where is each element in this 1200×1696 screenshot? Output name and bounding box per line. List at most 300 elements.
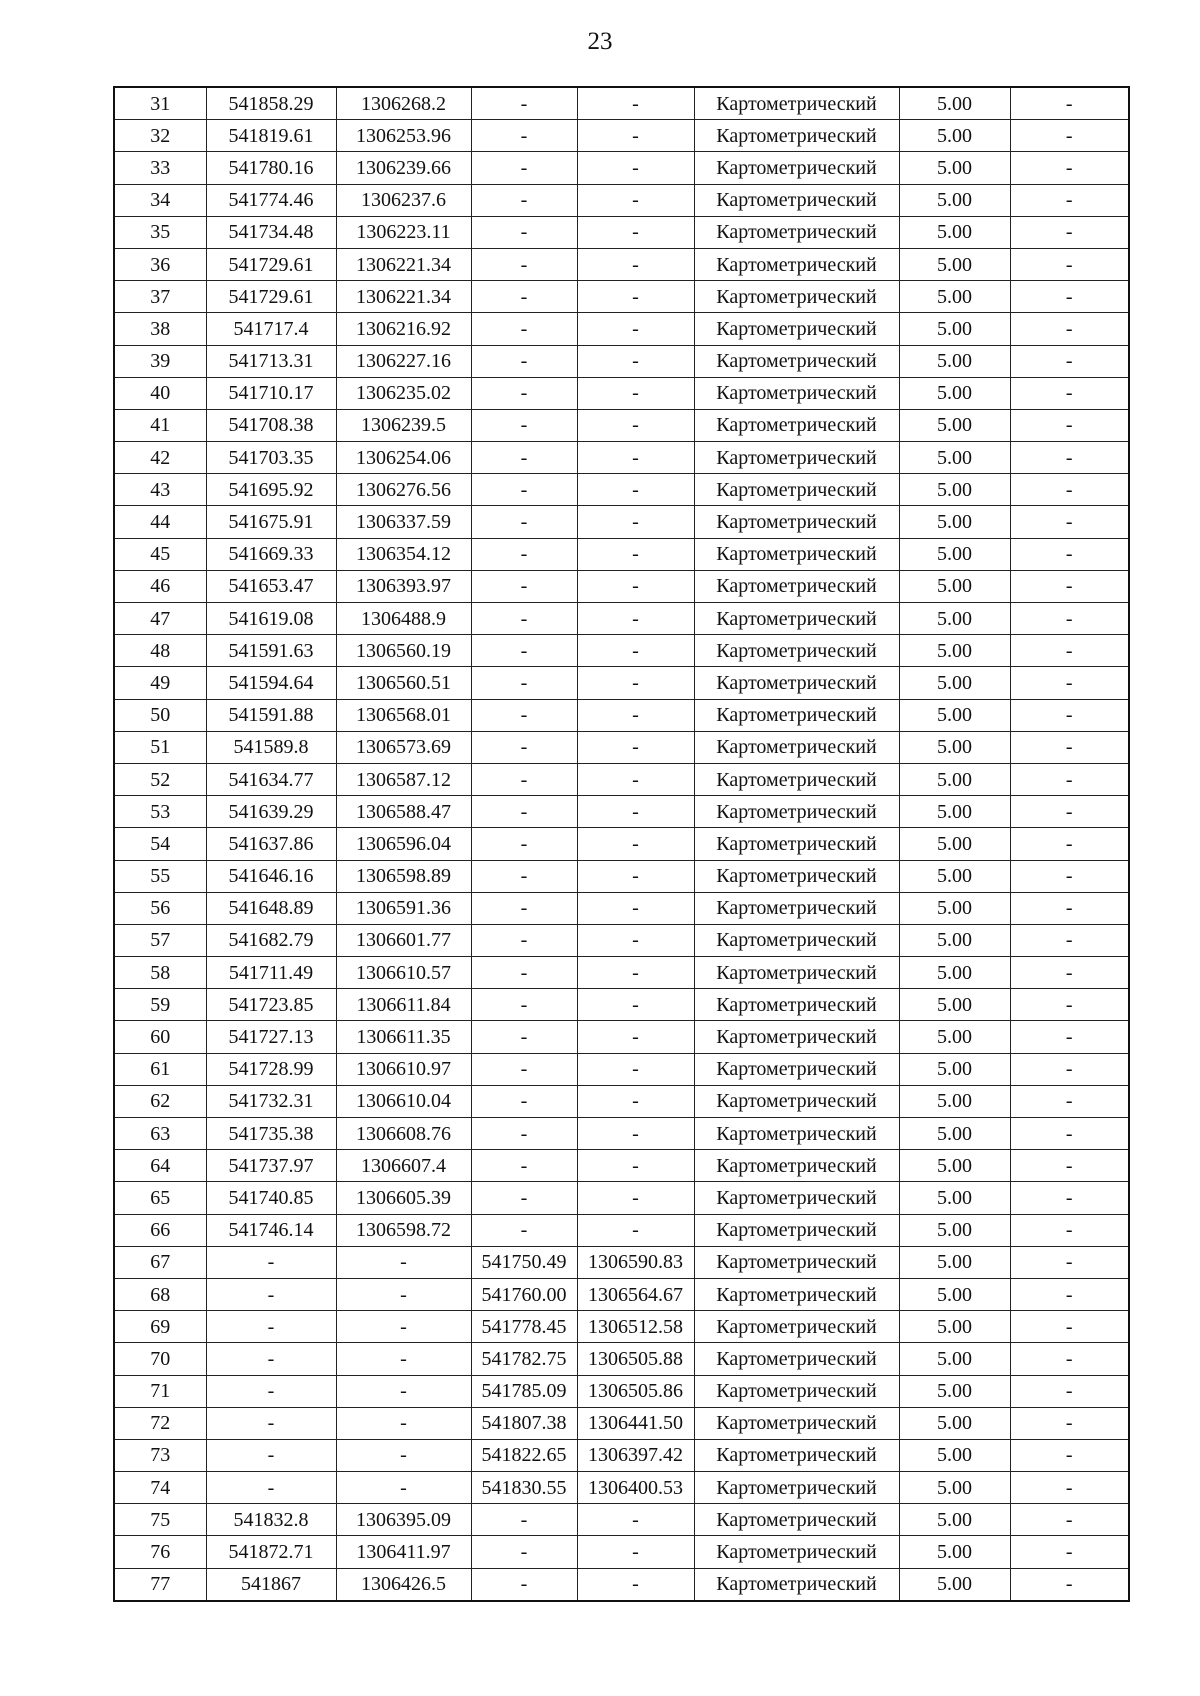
new-x-coordinate-cell: - [471,603,577,635]
new-y-coordinate-cell: 1306505.86 [577,1375,694,1407]
extra-cell: - [1010,828,1129,860]
accuracy-cell: 5.00 [899,1182,1010,1214]
method-cell: Картометрический [694,892,899,924]
x-coordinate-cell: 541619.08 [206,603,336,635]
new-x-coordinate-cell: - [471,1182,577,1214]
extra-cell: - [1010,1568,1129,1601]
new-x-coordinate-cell: - [471,1568,577,1601]
y-coordinate-cell: 1306588.47 [336,796,471,828]
accuracy-cell: 5.00 [899,796,1010,828]
y-coordinate-cell: 1306568.01 [336,699,471,731]
new-y-coordinate-cell: - [577,603,694,635]
accuracy-cell: 5.00 [899,184,1010,216]
table-row [114,506,1129,538]
accuracy-cell: 5.00 [899,152,1010,184]
new-x-coordinate-cell: - [471,87,577,120]
new-x-coordinate-cell: 541785.09 [471,1375,577,1407]
point-number-cell: 56 [114,892,206,924]
extra-cell: - [1010,860,1129,892]
point-number-cell: 62 [114,1085,206,1117]
method-cell: Картометрический [694,1053,899,1085]
new-x-coordinate-cell: - [471,120,577,152]
accuracy-cell: 5.00 [899,924,1010,956]
table-row [114,635,1129,667]
y-coordinate-cell: 1306607.4 [336,1150,471,1182]
point-number-cell: 71 [114,1375,206,1407]
accuracy-cell: 5.00 [899,635,1010,667]
y-coordinate-cell: 1306337.59 [336,506,471,538]
point-number-cell: 47 [114,603,206,635]
extra-cell: - [1010,216,1129,248]
new-y-coordinate-cell: - [577,184,694,216]
table-row [114,1504,1129,1536]
new-x-coordinate-cell: 541760.00 [471,1278,577,1310]
table-row [114,1407,1129,1439]
y-coordinate-cell: 1306560.51 [336,667,471,699]
y-coordinate-cell: - [336,1311,471,1343]
extra-cell: - [1010,377,1129,409]
y-coordinate-cell: 1306596.04 [336,828,471,860]
method-cell: Картометрический [694,1311,899,1343]
new-y-coordinate-cell: - [577,474,694,506]
accuracy-cell: 5.00 [899,1504,1010,1536]
table-row [114,1472,1129,1504]
accuracy-cell: 5.00 [899,957,1010,989]
table-row [114,1182,1129,1214]
method-cell: Картометрический [694,957,899,989]
new-y-coordinate-cell: 1306505.88 [577,1343,694,1375]
method-cell: Картометрический [694,1439,899,1471]
new-y-coordinate-cell: - [577,216,694,248]
point-number-cell: 45 [114,538,206,570]
y-coordinate-cell: 1306223.11 [336,216,471,248]
point-number-cell: 58 [114,957,206,989]
accuracy-cell: 5.00 [899,1118,1010,1150]
method-cell: Картометрический [694,184,899,216]
new-y-coordinate-cell: - [577,345,694,377]
extra-cell: - [1010,635,1129,667]
new-y-coordinate-cell: - [577,860,694,892]
y-coordinate-cell: 1306587.12 [336,763,471,795]
x-coordinate-cell: 541594.64 [206,667,336,699]
table-row [114,957,1129,989]
point-number-cell: 77 [114,1568,206,1601]
extra-cell: - [1010,731,1129,763]
method-cell: Картометрический [694,474,899,506]
extra-cell: - [1010,603,1129,635]
point-number-cell: 64 [114,1150,206,1182]
accuracy-cell: 5.00 [899,377,1010,409]
table-row [114,1439,1129,1471]
table-row [114,1536,1129,1568]
method-cell: Картометрический [694,989,899,1021]
new-x-coordinate-cell: - [471,345,577,377]
new-y-coordinate-cell: - [577,796,694,828]
method-cell: Картометрический [694,763,899,795]
table-body [114,87,1129,1601]
table-row [114,1375,1129,1407]
new-y-coordinate-cell: - [577,957,694,989]
x-coordinate-cell: 541732.31 [206,1085,336,1117]
table-row [114,828,1129,860]
method-cell: Картометрический [694,828,899,860]
x-coordinate-cell: - [206,1278,336,1310]
new-y-coordinate-cell: - [577,570,694,602]
new-x-coordinate-cell: - [471,1504,577,1536]
method-cell: Картометрический [694,603,899,635]
new-y-coordinate-cell: - [577,248,694,280]
x-coordinate-cell: 541723.85 [206,989,336,1021]
new-y-coordinate-cell: - [577,892,694,924]
new-x-coordinate-cell: - [471,377,577,409]
x-coordinate-cell: - [206,1246,336,1278]
y-coordinate-cell: 1306227.16 [336,345,471,377]
point-number-cell: 55 [114,860,206,892]
extra-cell: - [1010,1085,1129,1117]
method-cell: Картометрический [694,1214,899,1246]
extra-cell: - [1010,409,1129,441]
method-cell: Картометрический [694,313,899,345]
x-coordinate-cell: 541695.92 [206,474,336,506]
new-y-coordinate-cell: - [577,699,694,731]
method-cell: Картометрический [694,1536,899,1568]
y-coordinate-cell: 1306253.96 [336,120,471,152]
table-row [114,248,1129,280]
extra-cell: - [1010,1407,1129,1439]
accuracy-cell: 5.00 [899,603,1010,635]
x-coordinate-cell: 541728.99 [206,1053,336,1085]
method-cell: Картометрический [694,1375,899,1407]
extra-cell: - [1010,1182,1129,1214]
new-x-coordinate-cell: - [471,1214,577,1246]
new-x-coordinate-cell: - [471,796,577,828]
x-coordinate-cell: 541710.17 [206,377,336,409]
new-x-coordinate-cell: - [471,989,577,1021]
new-x-coordinate-cell: - [471,1536,577,1568]
table-row [114,892,1129,924]
extra-cell: - [1010,313,1129,345]
new-x-coordinate-cell: 541822.65 [471,1439,577,1471]
table-row [114,120,1129,152]
x-coordinate-cell: 541729.61 [206,281,336,313]
new-y-coordinate-cell: 1306564.67 [577,1278,694,1310]
y-coordinate-cell: 1306591.36 [336,892,471,924]
extra-cell: - [1010,1278,1129,1310]
method-cell: Картометрический [694,152,899,184]
new-y-coordinate-cell: - [577,635,694,667]
accuracy-cell: 5.00 [899,828,1010,860]
x-coordinate-cell: 541639.29 [206,796,336,828]
y-coordinate-cell: - [336,1246,471,1278]
table-row [114,474,1129,506]
y-coordinate-cell: - [336,1278,471,1310]
new-y-coordinate-cell: - [577,1021,694,1053]
x-coordinate-cell: 541737.97 [206,1150,336,1182]
new-x-coordinate-cell: - [471,1150,577,1182]
method-cell: Картометрический [694,1085,899,1117]
x-coordinate-cell: 541708.38 [206,409,336,441]
table-row [114,603,1129,635]
accuracy-cell: 5.00 [899,1246,1010,1278]
new-x-coordinate-cell: - [471,1053,577,1085]
new-x-coordinate-cell: - [471,667,577,699]
x-coordinate-cell: 541734.48 [206,216,336,248]
new-x-coordinate-cell: - [471,216,577,248]
x-coordinate-cell: 541646.16 [206,860,336,892]
extra-cell: - [1010,570,1129,602]
point-number-cell: 57 [114,924,206,956]
method-cell: Картометрический [694,248,899,280]
y-coordinate-cell: 1306237.6 [336,184,471,216]
y-coordinate-cell: 1306610.57 [336,957,471,989]
x-coordinate-cell: 541872.71 [206,1536,336,1568]
table-row [114,667,1129,699]
x-coordinate-cell: 541637.86 [206,828,336,860]
new-y-coordinate-cell: - [577,828,694,860]
method-cell: Картометрический [694,1021,899,1053]
accuracy-cell: 5.00 [899,1536,1010,1568]
new-y-coordinate-cell: - [577,120,694,152]
accuracy-cell: 5.00 [899,1311,1010,1343]
point-number-cell: 31 [114,87,206,120]
point-number-cell: 43 [114,474,206,506]
y-coordinate-cell: 1306611.84 [336,989,471,1021]
new-x-coordinate-cell: - [471,635,577,667]
y-coordinate-cell: 1306239.5 [336,409,471,441]
point-number-cell: 53 [114,796,206,828]
y-coordinate-cell: 1306276.56 [336,474,471,506]
extra-cell: - [1010,87,1129,120]
y-coordinate-cell: 1306354.12 [336,538,471,570]
point-number-cell: 33 [114,152,206,184]
y-coordinate-cell: 1306573.69 [336,731,471,763]
table-row [114,860,1129,892]
x-coordinate-cell: 541727.13 [206,1021,336,1053]
table-row [114,1150,1129,1182]
accuracy-cell: 5.00 [899,1568,1010,1601]
new-x-coordinate-cell: - [471,763,577,795]
table-row [114,763,1129,795]
x-coordinate-cell: 541675.91 [206,506,336,538]
new-x-coordinate-cell: - [471,248,577,280]
new-y-coordinate-cell: 1306590.83 [577,1246,694,1278]
extra-cell: - [1010,1214,1129,1246]
extra-cell: - [1010,248,1129,280]
point-number-cell: 60 [114,1021,206,1053]
table-row [114,216,1129,248]
y-coordinate-cell: 1306239.66 [336,152,471,184]
accuracy-cell: 5.00 [899,1150,1010,1182]
y-coordinate-cell: 1306598.72 [336,1214,471,1246]
table-row [114,345,1129,377]
accuracy-cell: 5.00 [899,989,1010,1021]
new-x-coordinate-cell: - [471,570,577,602]
extra-cell: - [1010,1375,1129,1407]
extra-cell: - [1010,1053,1129,1085]
table-row [114,699,1129,731]
point-number-cell: 65 [114,1182,206,1214]
method-cell: Картометрический [694,731,899,763]
new-x-coordinate-cell: 541807.38 [471,1407,577,1439]
x-coordinate-cell: 541711.49 [206,957,336,989]
table-row [114,409,1129,441]
new-y-coordinate-cell: 1306512.58 [577,1311,694,1343]
new-x-coordinate-cell: - [471,699,577,731]
extra-cell: - [1010,281,1129,313]
extra-cell: - [1010,506,1129,538]
method-cell: Картометрический [694,1118,899,1150]
accuracy-cell: 5.00 [899,538,1010,570]
y-coordinate-cell: 1306254.06 [336,442,471,474]
x-coordinate-cell: - [206,1343,336,1375]
point-number-cell: 76 [114,1536,206,1568]
y-coordinate-cell: 1306610.97 [336,1053,471,1085]
table-row [114,570,1129,602]
extra-cell: - [1010,763,1129,795]
point-number-cell: 70 [114,1343,206,1375]
new-x-coordinate-cell: - [471,828,577,860]
extra-cell: - [1010,667,1129,699]
new-x-coordinate-cell: - [471,957,577,989]
point-number-cell: 52 [114,763,206,795]
point-number-cell: 67 [114,1246,206,1278]
x-coordinate-cell: 541648.89 [206,892,336,924]
point-number-cell: 69 [114,1311,206,1343]
new-x-coordinate-cell: - [471,924,577,956]
y-coordinate-cell: 1306598.89 [336,860,471,892]
new-y-coordinate-cell: - [577,763,694,795]
accuracy-cell: 5.00 [899,345,1010,377]
method-cell: Картометрический [694,442,899,474]
method-cell: Картометрический [694,699,899,731]
x-coordinate-cell: 541591.88 [206,699,336,731]
y-coordinate-cell: 1306216.92 [336,313,471,345]
point-number-cell: 40 [114,377,206,409]
table-row [114,184,1129,216]
accuracy-cell: 5.00 [899,1085,1010,1117]
new-y-coordinate-cell: - [577,1568,694,1601]
method-cell: Картометрический [694,409,899,441]
x-coordinate-cell: 541774.46 [206,184,336,216]
extra-cell: - [1010,892,1129,924]
method-cell: Картометрический [694,635,899,667]
point-number-cell: 36 [114,248,206,280]
point-number-cell: 44 [114,506,206,538]
y-coordinate-cell: 1306235.02 [336,377,471,409]
new-y-coordinate-cell: 1306441.50 [577,1407,694,1439]
x-coordinate-cell: 541867 [206,1568,336,1601]
x-coordinate-cell: - [206,1407,336,1439]
new-x-coordinate-cell: - [471,409,577,441]
y-coordinate-cell: - [336,1343,471,1375]
new-x-coordinate-cell: - [471,1021,577,1053]
new-y-coordinate-cell: - [577,1053,694,1085]
y-coordinate-cell: 1306605.39 [336,1182,471,1214]
extra-cell: - [1010,1021,1129,1053]
extra-cell: - [1010,345,1129,377]
method-cell: Картометрический [694,1246,899,1278]
accuracy-cell: 5.00 [899,860,1010,892]
x-coordinate-cell: - [206,1439,336,1471]
new-y-coordinate-cell: - [577,442,694,474]
method-cell: Картометрический [694,377,899,409]
new-x-coordinate-cell: - [471,860,577,892]
point-number-cell: 61 [114,1053,206,1085]
x-coordinate-cell: 541832.8 [206,1504,336,1536]
point-number-cell: 68 [114,1278,206,1310]
x-coordinate-cell: 541591.63 [206,635,336,667]
point-number-cell: 49 [114,667,206,699]
extra-cell: - [1010,1536,1129,1568]
y-coordinate-cell: - [336,1472,471,1504]
method-cell: Картометрический [694,860,899,892]
new-x-coordinate-cell: 541750.49 [471,1246,577,1278]
point-number-cell: 38 [114,313,206,345]
point-number-cell: 73 [114,1439,206,1471]
point-number-cell: 35 [114,216,206,248]
method-cell: Картометрический [694,1472,899,1504]
new-y-coordinate-cell: - [577,1536,694,1568]
table-row [114,924,1129,956]
accuracy-cell: 5.00 [899,570,1010,602]
method-cell: Картометрический [694,506,899,538]
accuracy-cell: 5.00 [899,1021,1010,1053]
table-row [114,152,1129,184]
y-coordinate-cell: 1306601.77 [336,924,471,956]
new-y-coordinate-cell: - [577,152,694,184]
point-number-cell: 72 [114,1407,206,1439]
y-coordinate-cell: 1306411.97 [336,1536,471,1568]
new-y-coordinate-cell: - [577,924,694,956]
accuracy-cell: 5.00 [899,731,1010,763]
coordinates-table [113,86,1130,1602]
x-coordinate-cell: 541746.14 [206,1214,336,1246]
new-y-coordinate-cell: - [577,1085,694,1117]
y-coordinate-cell: 1306488.9 [336,603,471,635]
accuracy-cell: 5.00 [899,1472,1010,1504]
method-cell: Картометрический [694,1407,899,1439]
table-row [114,1053,1129,1085]
accuracy-cell: 5.00 [899,892,1010,924]
x-coordinate-cell: 541858.29 [206,87,336,120]
y-coordinate-cell: 1306393.97 [336,570,471,602]
table-row [114,796,1129,828]
extra-cell: - [1010,924,1129,956]
point-number-cell: 48 [114,635,206,667]
new-y-coordinate-cell: - [577,506,694,538]
accuracy-cell: 5.00 [899,313,1010,345]
accuracy-cell: 5.00 [899,1214,1010,1246]
accuracy-cell: 5.00 [899,1278,1010,1310]
accuracy-cell: 5.00 [899,120,1010,152]
extra-cell: - [1010,1246,1129,1278]
new-x-coordinate-cell: 541778.45 [471,1311,577,1343]
table-row [114,1311,1129,1343]
x-coordinate-cell: 541780.16 [206,152,336,184]
accuracy-cell: 5.00 [899,667,1010,699]
extra-cell: - [1010,442,1129,474]
table-row [114,377,1129,409]
table-row [114,1568,1129,1601]
new-y-coordinate-cell: - [577,1118,694,1150]
method-cell: Картометрический [694,87,899,120]
table-row [114,989,1129,1021]
point-number-cell: 75 [114,1504,206,1536]
extra-cell: - [1010,699,1129,731]
y-coordinate-cell: 1306426.5 [336,1568,471,1601]
new-x-coordinate-cell: - [471,1118,577,1150]
y-coordinate-cell: - [336,1439,471,1471]
